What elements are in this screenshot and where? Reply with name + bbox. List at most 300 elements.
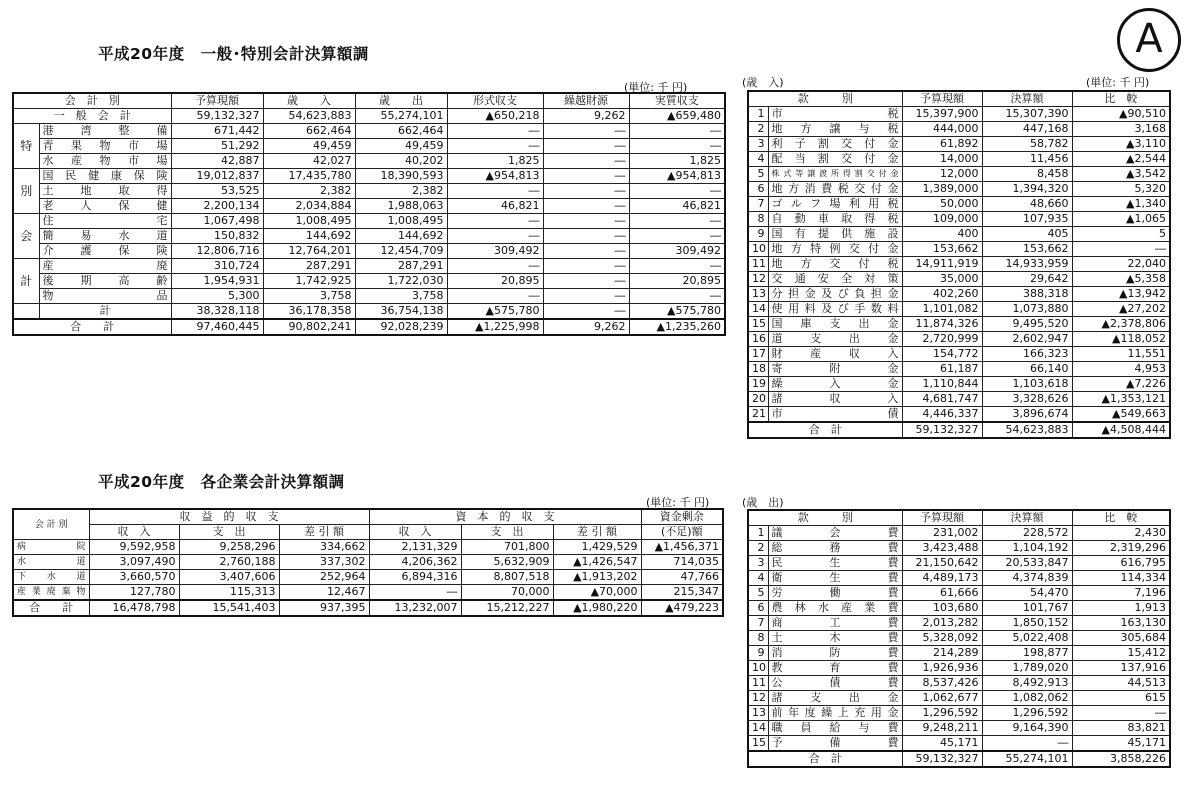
- value-cell: 51,292: [171, 139, 263, 154]
- row-label: 地方消費税交付金: [768, 182, 902, 197]
- value-cell: 337,302: [279, 555, 369, 570]
- item-number: 6: [748, 601, 768, 616]
- header-cell: 形式収支: [447, 93, 543, 109]
- value-cell: 15,397,900: [902, 107, 982, 122]
- value-cell: 150,832: [171, 229, 263, 244]
- value-cell: 1,825: [629, 154, 725, 169]
- table-row: [748, 227, 1170, 242]
- row-label: 国有提供施設: [768, 227, 902, 242]
- value-cell: 61,666: [902, 586, 982, 601]
- value-cell: 45,171: [1072, 736, 1170, 752]
- special-account-row: [13, 184, 725, 199]
- value-cell: 1,722,030: [355, 274, 447, 289]
- row-label: 介 護 保 険: [39, 244, 171, 259]
- item-number: 8: [748, 212, 768, 227]
- value-cell: ―: [447, 289, 543, 304]
- row-label: 教 育 費: [768, 661, 902, 676]
- value-cell: 58,782: [982, 137, 1072, 152]
- table-row: [748, 526, 1170, 541]
- value-cell: 937,395: [279, 600, 369, 616]
- value-cell: 47,766: [641, 570, 723, 585]
- item-number: 11: [748, 257, 768, 272]
- row-label: 土 木 費: [768, 631, 902, 646]
- value-cell: ▲575,780: [629, 304, 725, 320]
- value-cell: 54,623,883: [982, 422, 1072, 438]
- value-cell: 15,307,390: [982, 107, 1072, 122]
- row-label: 土 地 取 得: [39, 184, 171, 199]
- row-label: 諸 収 入: [768, 392, 902, 407]
- value-cell: 144,692: [263, 229, 355, 244]
- value-cell: 231,002: [902, 526, 982, 541]
- value-cell: 400: [902, 227, 982, 242]
- value-cell: ▲90,510: [1072, 107, 1170, 122]
- table-row: [748, 616, 1170, 631]
- value-cell: 1,988,063: [355, 199, 447, 214]
- special-account-side-label: 別: [13, 169, 39, 214]
- item-number: 1: [748, 107, 768, 122]
- grand-total-row: [748, 751, 1170, 767]
- general-account-row: [13, 109, 725, 124]
- value-cell: 2,131,329: [369, 540, 461, 555]
- table-row: [748, 407, 1170, 423]
- row-label: 市 税: [768, 107, 902, 122]
- value-cell: 3,423,488: [902, 541, 982, 556]
- value-cell: 444,000: [902, 122, 982, 137]
- value-cell: 38,328,118: [171, 304, 263, 320]
- item-number: 20: [748, 392, 768, 407]
- row-label: 株式等譲渡所得割交付金: [768, 167, 902, 182]
- value-cell: 45,171: [902, 736, 982, 752]
- value-cell: 3,758: [355, 289, 447, 304]
- value-cell: 1,742,925: [263, 274, 355, 289]
- value-cell: ▲954,813: [629, 169, 725, 184]
- value-cell: ▲575,780: [447, 304, 543, 320]
- value-cell: ▲27,202: [1072, 302, 1170, 317]
- value-cell: 1,082,062: [982, 691, 1072, 706]
- value-cell: 1,850,152: [982, 616, 1072, 631]
- value-cell: 215,347: [641, 585, 723, 601]
- special-account-side-label: 計: [13, 259, 39, 304]
- row-label: 国 庫 支 出 金: [768, 317, 902, 332]
- value-cell: 114,334: [1072, 571, 1170, 586]
- value-cell: 15,212,227: [461, 600, 553, 616]
- row-label: 水 産 物 市 場: [39, 154, 171, 169]
- value-cell: 334,662: [279, 540, 369, 555]
- row-label: 農 林 水 産 業 費: [768, 601, 902, 616]
- value-cell: 55,274,101: [982, 751, 1072, 767]
- value-cell: 101,767: [982, 601, 1072, 616]
- value-cell: ―: [447, 184, 543, 199]
- value-cell: ―: [447, 124, 543, 139]
- item-number: 15: [748, 736, 768, 752]
- value-cell: 4,206,362: [369, 555, 461, 570]
- value-cell: 163,130: [1072, 616, 1170, 631]
- general-special-account-title: 平成20年度 一般･特別会計決算額調: [98, 45, 369, 63]
- value-cell: 671,442: [171, 124, 263, 139]
- value-cell: ―: [629, 139, 725, 154]
- header-cell: 款 別: [748, 91, 902, 107]
- value-cell: 2,382: [355, 184, 447, 199]
- special-account-row: [13, 229, 725, 244]
- item-number: 5: [748, 167, 768, 182]
- value-cell: 2,013,282: [902, 616, 982, 631]
- value-cell: 97,460,445: [171, 319, 263, 335]
- table-row: [748, 107, 1170, 122]
- value-cell: ▲3,542: [1072, 167, 1170, 182]
- row-label: 配 当 割 交 付 金: [768, 152, 902, 167]
- value-cell: ▲549,663: [1072, 407, 1170, 423]
- value-cell: 11,456: [982, 152, 1072, 167]
- item-number: 17: [748, 347, 768, 362]
- table-row: [748, 272, 1170, 287]
- value-cell: 4,446,337: [902, 407, 982, 423]
- value-cell: 15,412: [1072, 646, 1170, 661]
- section-mark-a: A: [1117, 8, 1181, 72]
- value-cell: ▲5,358: [1072, 272, 1170, 287]
- header-cell: 比 較: [1072, 510, 1170, 526]
- value-cell: ―: [629, 124, 725, 139]
- header-cell: 実質収支: [629, 93, 725, 109]
- value-cell: 49,459: [355, 139, 447, 154]
- table-row: [748, 332, 1170, 347]
- header-cell: 会 計 別: [13, 93, 171, 109]
- item-number: 6: [748, 182, 768, 197]
- value-cell: 2,382: [263, 184, 355, 199]
- value-cell: 92,028,239: [355, 319, 447, 335]
- value-cell: ▲954,813: [447, 169, 543, 184]
- table-row: [748, 676, 1170, 691]
- value-cell: ▲3,110: [1072, 137, 1170, 152]
- row-label: 交 通 安 全 対 策: [768, 272, 902, 287]
- value-cell: ▲1,225,998: [447, 319, 543, 335]
- expenditure-table: [747, 509, 1171, 768]
- value-cell: 5,300: [171, 289, 263, 304]
- row-label: 老 人 保 健: [39, 199, 171, 214]
- value-cell: ▲659,480: [629, 109, 725, 124]
- general-special-account-table: [12, 92, 726, 336]
- value-cell: 4,681,747: [902, 392, 982, 407]
- value-cell: 44,513: [1072, 676, 1170, 691]
- value-cell: 1,008,495: [263, 214, 355, 229]
- item-number: 15: [748, 317, 768, 332]
- table-row: [748, 137, 1170, 152]
- value-cell: ―: [629, 289, 725, 304]
- value-cell: 1,073,880: [982, 302, 1072, 317]
- table-row: [748, 242, 1170, 257]
- header-cell: 繰越財源: [543, 93, 629, 109]
- value-cell: 154,772: [902, 347, 982, 362]
- value-cell: ―: [1072, 242, 1170, 257]
- item-number: 18: [748, 362, 768, 377]
- value-cell: ―: [1072, 706, 1170, 721]
- row-label: 合 計: [748, 422, 902, 438]
- value-cell: 2,720,999: [902, 332, 982, 347]
- value-cell: 3,660,570: [89, 570, 179, 585]
- value-cell: ―: [447, 139, 543, 154]
- table-row: [748, 152, 1170, 167]
- subheader-row: [13, 525, 723, 540]
- t2-unit-note: (単位: 千 円): [646, 496, 710, 509]
- value-cell: 309,492: [629, 244, 725, 259]
- value-cell: ―: [543, 139, 629, 154]
- revenue-table: [747, 90, 1171, 439]
- row-label: 計: [39, 304, 171, 320]
- enterprise-row: [13, 585, 723, 601]
- value-cell: 2,430: [1072, 526, 1170, 541]
- special-account-row: [13, 274, 725, 289]
- item-number: 1: [748, 526, 768, 541]
- value-cell: 7,196: [1072, 586, 1170, 601]
- row-label: ゴルフ場利用税: [768, 197, 902, 212]
- value-cell: 3,168: [1072, 122, 1170, 137]
- value-cell: 3,758: [263, 289, 355, 304]
- value-cell: 1,429,529: [553, 540, 641, 555]
- row-label: 寄 附 金: [768, 362, 902, 377]
- row-label: 住 宅: [39, 214, 171, 229]
- value-cell: 29,642: [982, 272, 1072, 287]
- header-row: [748, 91, 1170, 107]
- header-cell: 比 較: [1072, 91, 1170, 107]
- value-cell: 1,389,000: [902, 182, 982, 197]
- row-label: 予 備 費: [768, 736, 902, 752]
- special-account-row: [13, 199, 725, 214]
- value-cell: ▲13,942: [1072, 287, 1170, 302]
- value-cell: 4,374,839: [982, 571, 1072, 586]
- value-cell: 5,328,092: [902, 631, 982, 646]
- row-label: 商 工 費: [768, 616, 902, 631]
- value-cell: 310,724: [171, 259, 263, 274]
- value-cell: ▲650,218: [447, 109, 543, 124]
- row-label: 物 品: [39, 289, 171, 304]
- value-cell: ―: [543, 184, 629, 199]
- row-label: 合 計: [13, 600, 89, 616]
- value-cell: ▲1,913,202: [553, 570, 641, 585]
- row-label: 道 支 出 金: [768, 332, 902, 347]
- value-cell: 2,319,296: [1072, 541, 1170, 556]
- item-number: 10: [748, 242, 768, 257]
- item-number: 21: [748, 407, 768, 423]
- value-cell: ▲1,456,371: [641, 540, 723, 555]
- item-number: 14: [748, 302, 768, 317]
- table-row: [748, 197, 1170, 212]
- header-cell: 決算額: [982, 510, 1072, 526]
- enterprise-row: [13, 570, 723, 585]
- value-cell: ▲118,052: [1072, 332, 1170, 347]
- row-label: 地 方 交 付 税: [768, 257, 902, 272]
- item-number: 11: [748, 676, 768, 691]
- value-cell: 3,858,226: [1072, 751, 1170, 767]
- row-label: 港 湾 整 備: [39, 124, 171, 139]
- value-cell: ▲479,223: [641, 600, 723, 616]
- table-row: [748, 287, 1170, 302]
- value-cell: ▲2,544: [1072, 152, 1170, 167]
- value-cell: ―: [982, 736, 1072, 752]
- value-cell: ▲2,378,806: [1072, 317, 1170, 332]
- value-cell: ―: [543, 289, 629, 304]
- value-cell: 2,602,947: [982, 332, 1072, 347]
- value-cell: 3,097,490: [89, 555, 179, 570]
- value-cell: 1,067,498: [171, 214, 263, 229]
- value-cell: ―: [543, 214, 629, 229]
- header-cell: 資金剰余: [641, 509, 723, 525]
- table-row: [748, 556, 1170, 571]
- value-cell: 9,258,296: [179, 540, 279, 555]
- value-cell: 1,103,618: [982, 377, 1072, 392]
- row-label: 国民健康保険: [39, 169, 171, 184]
- value-cell: 287,291: [355, 259, 447, 274]
- row-label: 後 期 高 齢: [39, 274, 171, 289]
- row-label: 自 動 車 取 得 税: [768, 212, 902, 227]
- value-cell: 1,789,020: [982, 661, 1072, 676]
- value-cell: 12,454,709: [355, 244, 447, 259]
- value-cell: 18,390,593: [355, 169, 447, 184]
- value-cell: 12,806,716: [171, 244, 263, 259]
- item-number: 12: [748, 272, 768, 287]
- item-number: 16: [748, 332, 768, 347]
- enterprise-account-title: 平成20年度 各企業会計決算額調: [98, 473, 345, 491]
- header-cell: 歳 入: [263, 93, 355, 109]
- header-cell: 収 入: [89, 525, 179, 540]
- value-cell: 48,660: [982, 197, 1072, 212]
- header-cell: 支 出: [179, 525, 279, 540]
- value-cell: 5: [1072, 227, 1170, 242]
- value-cell: 2,760,188: [179, 555, 279, 570]
- header-cell: 差 引 額: [279, 525, 369, 540]
- item-number: 19: [748, 377, 768, 392]
- header-cell: 款 別: [748, 510, 902, 526]
- table-row: [748, 212, 1170, 227]
- row-label: 総 務 費: [768, 541, 902, 556]
- row-label: 簡 易 水 道: [39, 229, 171, 244]
- row-label: 議 会 費: [768, 526, 902, 541]
- value-cell: 2,034,884: [263, 199, 355, 214]
- item-number: 14: [748, 721, 768, 736]
- value-cell: 20,895: [447, 274, 543, 289]
- value-cell: 49,459: [263, 139, 355, 154]
- row-label: 民 生 費: [768, 556, 902, 571]
- row-label: 産業廃棄物: [13, 585, 89, 601]
- value-cell: 66,140: [982, 362, 1072, 377]
- table-row: [748, 317, 1170, 332]
- value-cell: 287,291: [263, 259, 355, 274]
- t3-unit-note: (単位: 千 円): [1086, 76, 1150, 89]
- special-subtotal-row: [13, 304, 725, 320]
- value-cell: 22,040: [1072, 257, 1170, 272]
- value-cell: 144,692: [355, 229, 447, 244]
- revenue-caption: (歳 入): [742, 76, 784, 89]
- value-cell: ―: [447, 214, 543, 229]
- value-cell: 166,323: [982, 347, 1072, 362]
- value-cell: 8,492,913: [982, 676, 1072, 691]
- value-cell: 8,537,426: [902, 676, 982, 691]
- table-row: [748, 646, 1170, 661]
- item-number: 5: [748, 586, 768, 601]
- value-cell: 59,132,327: [171, 109, 263, 124]
- enterprise-row: [13, 555, 723, 570]
- blank-cell: [13, 304, 39, 320]
- value-cell: 4,489,173: [902, 571, 982, 586]
- header-cell: (不足)額: [641, 525, 723, 540]
- special-account-row: [13, 259, 725, 274]
- header-row: [13, 509, 723, 525]
- value-cell: 3,328,626: [982, 392, 1072, 407]
- item-number: 3: [748, 137, 768, 152]
- table-row: [748, 347, 1170, 362]
- value-cell: 1,296,592: [982, 706, 1072, 721]
- value-cell: 12,764,201: [263, 244, 355, 259]
- row-label: 市 債: [768, 407, 902, 423]
- value-cell: ―: [543, 259, 629, 274]
- value-cell: 1,104,192: [982, 541, 1072, 556]
- row-label: 労 働 費: [768, 586, 902, 601]
- value-cell: 1,926,936: [902, 661, 982, 676]
- header-cell: 決算額: [982, 91, 1072, 107]
- value-cell: ▲1,980,220: [553, 600, 641, 616]
- item-number: 13: [748, 287, 768, 302]
- value-cell: 21,150,642: [902, 556, 982, 571]
- value-cell: 228,572: [982, 526, 1072, 541]
- value-cell: 14,000: [902, 152, 982, 167]
- value-cell: 19,012,837: [171, 169, 263, 184]
- value-cell: 42,027: [263, 154, 355, 169]
- value-cell: 15,541,403: [179, 600, 279, 616]
- value-cell: 615: [1072, 691, 1170, 706]
- value-cell: 9,262: [543, 109, 629, 124]
- value-cell: 9,262: [543, 319, 629, 335]
- value-cell: 35,000: [902, 272, 982, 287]
- value-cell: 46,821: [629, 199, 725, 214]
- item-number: 12: [748, 691, 768, 706]
- expenditure-caption: (歳 出): [742, 496, 784, 509]
- value-cell: 5,632,909: [461, 555, 553, 570]
- table-row: [748, 661, 1170, 676]
- value-cell: ―: [629, 259, 725, 274]
- row-label: 合 計: [748, 751, 902, 767]
- value-cell: 9,592,958: [89, 540, 179, 555]
- value-cell: 59,132,327: [902, 422, 982, 438]
- value-cell: 61,187: [902, 362, 982, 377]
- value-cell: 50,000: [902, 197, 982, 212]
- header-row: [13, 93, 725, 109]
- value-cell: 388,318: [982, 287, 1072, 302]
- value-cell: 5,320: [1072, 182, 1170, 197]
- value-cell: ▲1,426,547: [553, 555, 641, 570]
- value-cell: 1,825: [447, 154, 543, 169]
- value-cell: 12,000: [902, 167, 982, 182]
- value-cell: ―: [543, 169, 629, 184]
- grand-total-row: [13, 319, 725, 335]
- row-label: 利 子 割 交 付 金: [768, 137, 902, 152]
- item-number: 7: [748, 197, 768, 212]
- value-cell: 153,662: [982, 242, 1072, 257]
- value-cell: ―: [543, 229, 629, 244]
- item-number: 8: [748, 631, 768, 646]
- header-cell: 支 出: [461, 525, 553, 540]
- value-cell: 1,101,082: [902, 302, 982, 317]
- item-number: 10: [748, 661, 768, 676]
- special-account-row: [13, 289, 725, 304]
- value-cell: 2,200,134: [171, 199, 263, 214]
- value-cell: ―: [369, 585, 461, 601]
- value-cell: 1,062,677: [902, 691, 982, 706]
- row-label: 水 道: [13, 555, 89, 570]
- special-account-row: [13, 169, 725, 184]
- value-cell: 83,821: [1072, 721, 1170, 736]
- t1-unit-note: (単位: 千 円): [624, 81, 688, 94]
- item-number: 9: [748, 227, 768, 242]
- value-cell: 90,802,241: [263, 319, 355, 335]
- value-cell: ―: [447, 259, 543, 274]
